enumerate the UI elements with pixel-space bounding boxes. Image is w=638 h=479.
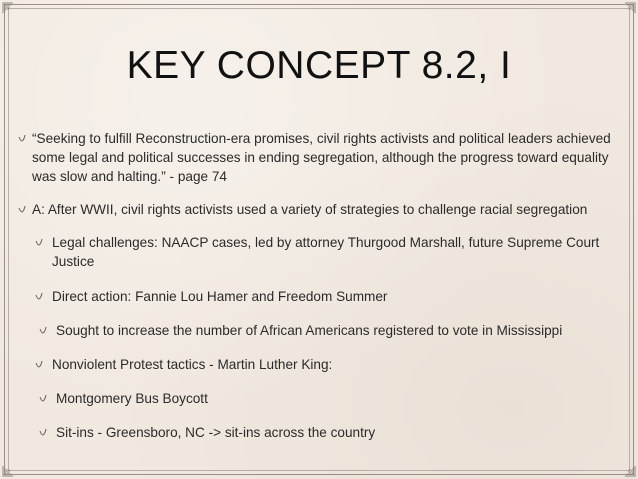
bullet-text: “Seeking to fulfill Reconstruction-era promises, civil rights activists and political leaders achieved some legal and political successes in ending segregation, although the progress toward equality was slow and halting.” - page 74 [32, 131, 611, 184]
bullet-text: Legal challenges: NAACP cases, led by attorney Thurgood Marshall, future Supreme Court Justice [52, 235, 600, 269]
bullet-item [18, 200, 618, 219]
bullet-icon [35, 291, 43, 301]
bullet-text: Nonviolent Protest tactics - Martin Luther King: [52, 357, 333, 372]
corner-ornament-icon [1, 464, 15, 478]
bullet-item [18, 233, 618, 271]
bullet-text: Sit-ins - Greensboro, NC -> sit-ins across the country [56, 425, 376, 440]
bullet-list [18, 129, 618, 442]
bullet-icon [39, 427, 47, 437]
bullet-item [18, 355, 618, 374]
bullet-text: A: After WWII, civil rights activists used a variety of strategies to challenge racial segregation [32, 202, 588, 217]
bullet-icon [39, 393, 47, 403]
bullet-item [18, 129, 618, 186]
bullet-item [18, 423, 618, 442]
slide-title: KEY CONCEPT 8.2, I [126, 44, 512, 87]
bullet-text: Montgomery Bus Boycott [56, 391, 208, 406]
bullet-item [18, 389, 618, 408]
bullet-text: Sought to increase the number of African Americans registered to vote in Mississippi [56, 323, 563, 338]
bullet-icon [35, 237, 43, 247]
corner-ornament-icon [623, 1, 637, 15]
corner-ornament-icon [1, 1, 15, 15]
bullet-text: Direct action: Fannie Lou Hamer and Freedom Summer [52, 289, 388, 304]
bullet-icon [18, 133, 26, 143]
bullet-item [18, 287, 618, 306]
bullet-icon [18, 204, 26, 214]
bullet-item [18, 321, 618, 340]
corner-ornament-icon [623, 464, 637, 478]
bullet-icon [39, 325, 47, 335]
bullet-icon [35, 359, 43, 369]
